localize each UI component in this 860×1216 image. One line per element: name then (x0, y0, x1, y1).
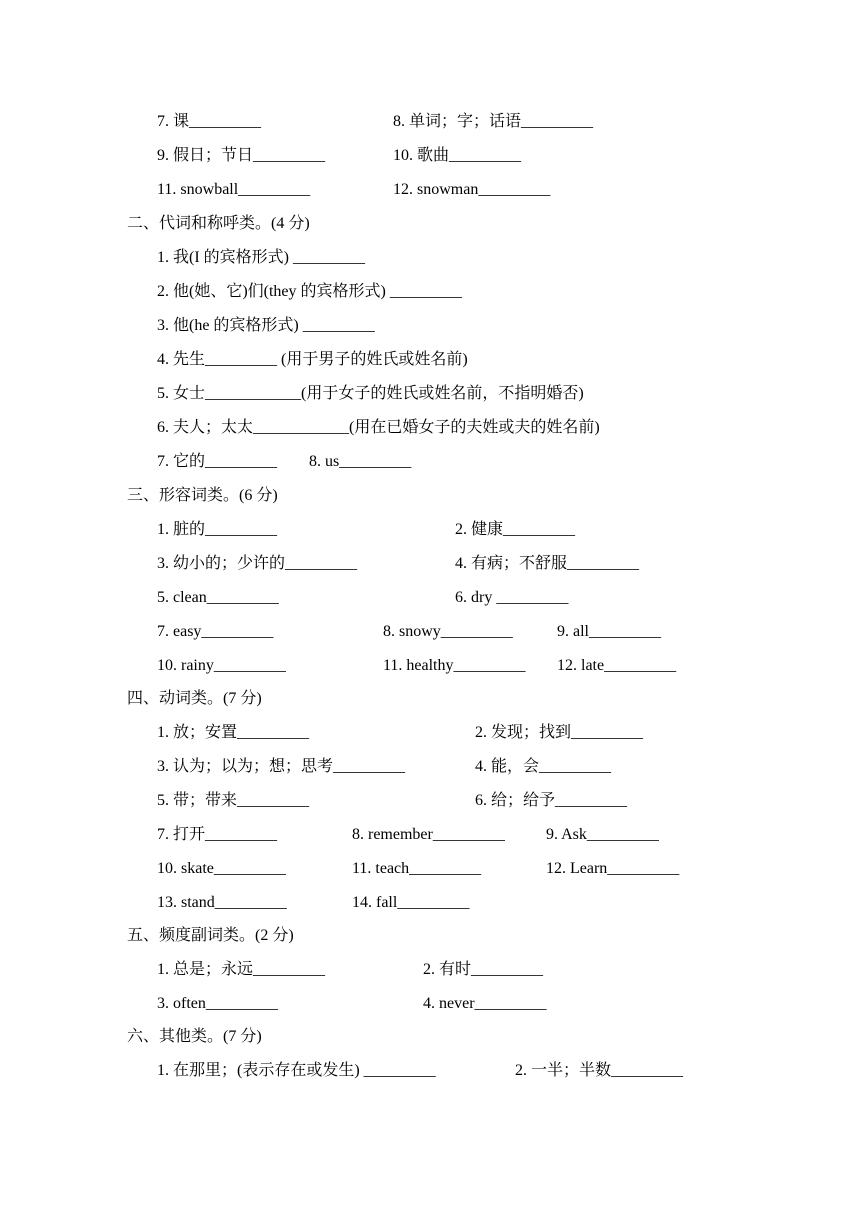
vocab-row (0, 994, 860, 1028)
vocab-item: 10. 歌曲_________ (393, 147, 522, 164)
section-heading: 四、动词类。(7 分) (127, 690, 262, 707)
vocab-row (0, 384, 860, 418)
vocab-item: 1. 总是；永远_________ (157, 961, 326, 978)
vocab-item: 6. 给；给予_________ (475, 792, 628, 809)
vocab-item: 3. often_________ (157, 995, 278, 1012)
vocab-item: 9. all_________ (557, 623, 661, 640)
vocab-item: 2. 一半；半数_________ (515, 1062, 684, 1079)
vocab-row (0, 893, 860, 927)
vocab-item: 3. 他(he 的宾格形式) _________ (157, 317, 375, 334)
section-heading: 五、频度副词类。(2 分) (127, 927, 294, 944)
vocab-item: 1. 在那里；(表示存在或发生) _________ (157, 1062, 436, 1079)
vocab-item: 5. 带；带来_________ (157, 792, 310, 809)
vocab-item: 11. teach_________ (352, 860, 482, 877)
vocab-row (0, 859, 860, 893)
vocab-item: 7. 打开_________ (157, 826, 278, 843)
vocab-row (0, 791, 860, 825)
vocab-item: 12. snowman_________ (393, 181, 551, 198)
vocab-item: 2. 发现；找到_________ (475, 724, 644, 741)
vocab-item: 12. Learn_________ (546, 860, 680, 877)
section-heading: 三、形容词类。(6 分) (127, 487, 278, 504)
vocab-row (0, 452, 860, 486)
vocab-row (0, 350, 860, 384)
vocab-row (0, 418, 860, 452)
vocab-item: 4. 有病；不舒服_________ (455, 555, 640, 572)
vocab-item: 13. stand_________ (157, 894, 287, 911)
vocab-item: 5. 女士____________(用于女子的姓氏或姓名前，不指明婚否) (157, 385, 584, 402)
vocab-item: 8. snowy_________ (383, 623, 513, 640)
vocab-row (0, 825, 860, 859)
vocab-item: 7. 它的_________ (157, 453, 278, 470)
vocab-row (0, 146, 860, 180)
vocab-row (0, 1061, 860, 1095)
vocab-item: 1. 我(I 的宾格形式) _________ (157, 249, 365, 266)
vocab-item: 1. 放；安置_________ (157, 724, 310, 741)
vocab-item: 7. 课_________ (157, 113, 262, 130)
vocab-row (0, 588, 860, 622)
vocab-item: 5. clean_________ (157, 589, 279, 606)
vocab-row (0, 554, 860, 588)
vocab-row (0, 960, 860, 994)
vocab-item: 11. snowball_________ (157, 181, 311, 198)
vocab-item: 6. 夫人；太太____________(用在已婚女子的夫姓或夫的姓名前) (157, 419, 600, 436)
vocab-item: 11. healthy_________ (383, 657, 526, 674)
vocab-item: 3. 幼小的；少许的_________ (157, 555, 358, 572)
vocab-item: 2. 他(她、它)们(they 的宾格形式) _________ (157, 283, 462, 300)
vocab-item: 14. fall_________ (352, 894, 470, 911)
vocab-item: 1. 脏的_________ (157, 521, 278, 538)
vocab-item: 8. 单词；字；话语_________ (393, 113, 594, 130)
vocab-row (0, 248, 860, 282)
vocab-item: 7. easy_________ (157, 623, 274, 640)
vocab-item: 2. 有时_________ (423, 961, 544, 978)
vocab-item: 9. 假日；节日_________ (157, 147, 326, 164)
vocab-row (0, 180, 860, 214)
vocab-row (0, 757, 860, 791)
vocab-row (0, 316, 860, 350)
vocab-row (0, 112, 860, 146)
vocab-row (0, 723, 860, 757)
vocab-row (0, 282, 860, 316)
vocab-item: 2. 健康_________ (455, 521, 576, 538)
vocab-item: 3. 认为；以为；想；思考_________ (157, 758, 406, 775)
vocab-row (0, 622, 860, 656)
vocab-item: 8. us_________ (309, 453, 412, 470)
vocab-item: 4. 能，会_________ (475, 758, 612, 775)
vocab-item: 10. rainy_________ (157, 657, 286, 674)
vocab-row (0, 520, 860, 554)
vocab-row (0, 656, 860, 690)
vocab-item: 6. dry _________ (455, 589, 569, 606)
vocab-item: 10. skate_________ (157, 860, 286, 877)
vocab-item: 8. remember_________ (352, 826, 505, 843)
vocab-item: 9. Ask_________ (546, 826, 659, 843)
vocab-item: 12. late_________ (557, 657, 677, 674)
section-heading: 六、其他类。(7 分) (127, 1028, 262, 1045)
vocab-item: 4. 先生_________ (用于男子的姓氏或姓名前) (157, 351, 468, 368)
section-heading: 二、代词和称呼类。(4 分) (127, 215, 310, 232)
vocab-item: 4. never_________ (423, 995, 547, 1012)
